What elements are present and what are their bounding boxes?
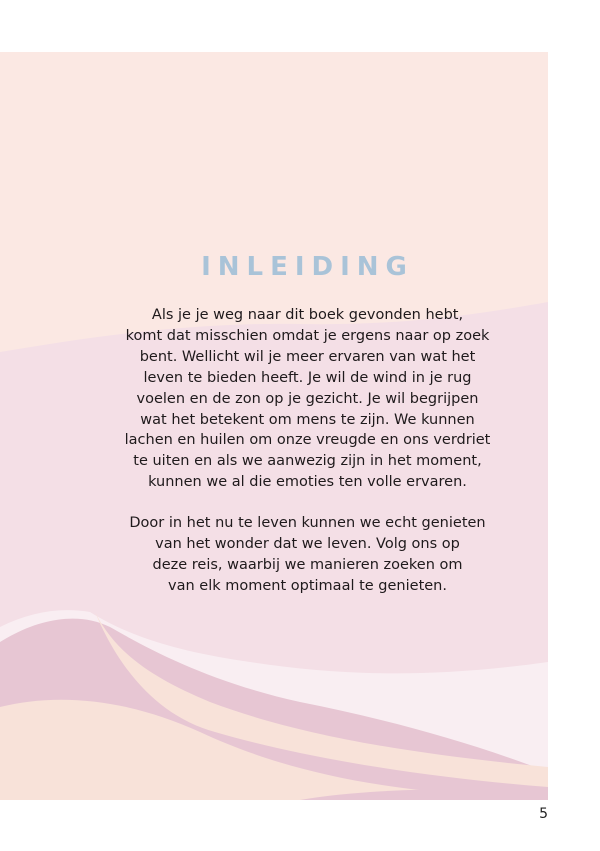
paragraph-line: deze reis, waarbij we manieren zoeken om <box>152 556 463 573</box>
paragraph-line: van elk moment optimaal te genieten. <box>168 577 447 594</box>
paragraph-line: leven te bieden heeft. Je wil de wind in je rug <box>143 369 472 386</box>
paragraph-line: te uiten en als we aanwezig zijn in het moment, <box>133 453 482 470</box>
paragraph-line: bent. Wellicht wil je meer ervaren van wat het <box>139 348 476 365</box>
paragraph-line: kunnen we al die emoties ten volle ervaren. <box>148 474 467 491</box>
paragraph-line: voelen en de zon op je gezicht. Je wil begrijpen <box>136 390 479 407</box>
paragraph-line: lachen en huilen om onze vreugde en ons verdriet <box>124 432 491 449</box>
intro-paragraph-2 <box>100 513 515 597</box>
page-title: INLEIDING <box>201 252 414 282</box>
intro-paragraph-1 <box>100 305 515 493</box>
paragraph-line: wat het betekent om mens te zijn. We kunnen <box>140 411 475 428</box>
paragraph-line: Als je je weg naar dit boek gevonden hebt, <box>151 307 464 323</box>
paragraph-line: van het wonder dat we leven. Volg ons op <box>155 535 460 552</box>
page-number: 5 <box>539 806 548 822</box>
paragraph-line: komt dat misschien omdat je ergens naar op zoek <box>125 327 490 344</box>
paragraph-line: Door in het nu te leven kunnen we echt genieten <box>129 515 486 531</box>
